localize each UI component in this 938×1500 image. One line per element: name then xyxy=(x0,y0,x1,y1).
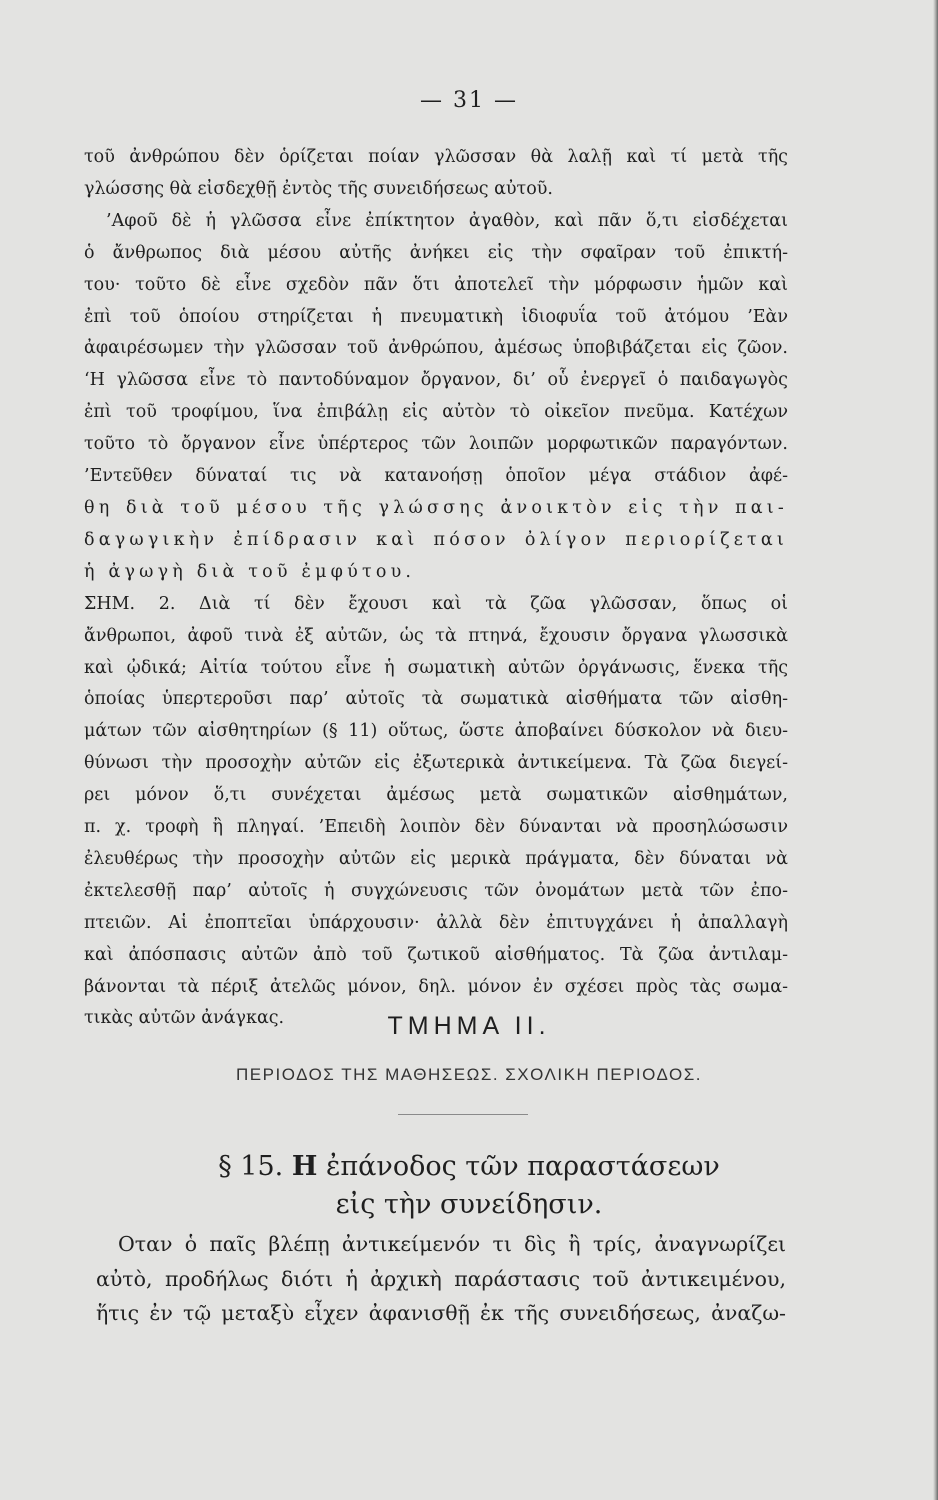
text-line: θη διὰ τοῦ μέσου τῆς γλώσσης ἀνοικτὸν εἰς τὴν παι- xyxy=(84,497,788,518)
text-line: π. χ. τροφὴ ἢ πληγαί. ’Επειδὴ λοιπὸν δὲν δύνανται νὰ προσηλώσωσιν xyxy=(84,817,788,838)
text-line: ΣΗΜ. 2. Διὰ τί δὲν ἔχουσι καὶ τὰ ζῶα γλῶσσαν, ὅπως οἱ xyxy=(84,593,788,614)
heading-title-part-2: εἰς τὴν συνείδησιν. xyxy=(335,1189,603,1220)
text-line: βάνονται τὰ πέριξ ἀτελῶς μόνον, δηλ. μόνον ἐν σχέσει πρὸς τὰς σωμα- xyxy=(84,976,788,997)
text-line: γλώσσης θὰ εἰσδεχθῇ ἐντὸς τῆς συνειδήσεως αὐτοῦ. xyxy=(84,178,553,199)
text-line: ’Εντεῦθεν δύναταί τις νὰ κατανοήσῃ ὁποῖον μέγα στάδιον ἀφέ- xyxy=(84,466,788,487)
section-subtitle: ΠΕΡΙΟΔΟΣ ΤΗΣ ΜΑΘΗΣΕΩΣ. ΣΧΟΛΙΚΗ ΠΕΡΙΟΔΟΣ. xyxy=(236,1065,702,1084)
section-title: ΤΜΗΜΑ ΙΙ. xyxy=(387,1012,551,1040)
text-line: πτειῶν. Αἱ ἐποπτεῖαι ὑπάρχουσιν· ἀλλὰ δὲν ἐπιτυγχάνει ἡ ἀπαλλαγὴ xyxy=(84,912,788,933)
text-line: ὁ ἄνθρωπος διὰ μέσου αὐτῆς ἀνήκει εἰς τὴν σφαῖραν τοῦ ἐπικτή- xyxy=(84,242,788,263)
text-line: τικὰς αὐτῶν ἀνάγκας. xyxy=(84,1008,285,1029)
heading-bold-article: Η xyxy=(291,1151,318,1182)
text-line: ‘Η γλῶσσα εἶνε τὸ παντοδύναμον ὄργανον, δι’ οὗ ἐνεργεῖ ὁ παιδαγωγὸς xyxy=(84,370,788,391)
text-line: ἐκτελεσθῇ παρ’ αὐτοῖς ἡ συγχώνευσις τῶν ὀνομάτων μετὰ τῶν ἐπο- xyxy=(84,880,788,901)
text-line: ἥτις ἐν τῷ μεταξὺ εἶχεν ἀφανισθῇ ἐκ τῆς συνειδήσεως, ἀναζω- xyxy=(96,1301,786,1325)
body-text xyxy=(84,142,788,1035)
text-line: ἀφαιρέσωμεν τὴν γλῶσσαν τοῦ ἀνθρώπου, ἀμέσως ὑποβιβάζεται εἰς ζῶον. xyxy=(84,338,788,359)
text-line: ἡ ἀγωγὴ διὰ τοῦ ἐμφύτου. xyxy=(84,561,416,582)
text-line: καὶ ᾠδικά; Αἰτία τούτου εἶνε ἡ σωματικὴ αὐτῶν ὀργάνωσις, ἕνεκα τῆς xyxy=(84,657,788,678)
text-line: ’Αφοῦ δὲ ἡ γλῶσσα εἶνε ἐπίκτητον ἀγαθὸν, καὶ πᾶν ὅ,τι εἰσδέχεται xyxy=(106,210,788,231)
text-line: ἐλευθέρως τὴν προσοχὴν αὐτῶν εἰς μερικὰ πράγματα, δὲν δύναται νὰ xyxy=(84,848,788,869)
text-line: ἐπὶ τοῦ τροφίμου, ἵνα ἐπιβάλῃ εἰς αὐτὸν τὸ οἰκεῖον πνεῦμα. Κατέχων xyxy=(84,402,788,423)
text-line: ρει μόνον ὅ,τι συνέχεται ἀμέσως μετὰ σωματικῶν αἰσθημάτων, xyxy=(84,785,788,806)
text-line: τοῦτο τὸ ὄργανον εἶνε ὑπέρτερος τῶν λοιπῶν μορφωτικῶν παραγόντων. xyxy=(84,434,788,455)
text-line: Οταν ὁ παῖς βλέπῃ ἀντικείμενόν τι δὶς ἢ τρίς, ἀναγνωρίζει xyxy=(118,1232,786,1256)
section-body-text xyxy=(96,1227,786,1331)
text-line: ὁποίας ὑπερτεροῦσι παρ’ αὐτοῖς τὰ σωματικὰ αἰσθήματα τῶν αἰσθη- xyxy=(84,689,788,710)
text-line: ἄνθρωποι, ἀφοῦ τινὰ ἐξ αὐτῶν, ὡς τὰ πτηνά, ἔχουσιν ὄργανα γλωσσικὰ xyxy=(84,625,788,646)
text-line: αὐτὸ, προδήλως διότι ἡ ἀρχικὴ παράστασις τοῦ ἀντικειμένου, xyxy=(96,1266,786,1291)
text-line: ἐπὶ τοῦ ὁποίου στηρίζεται ἡ πνευματικὴ ἰδιοφυΐα τοῦ ἀτόμου ’Εὰν xyxy=(84,306,788,327)
page-number: — 31 — xyxy=(420,88,518,113)
text-line: μάτων τῶν αἰσθητηρίων (§ 11) οὕτως, ὥστε ἀποβαίνει δύσκολον νὰ διευ- xyxy=(84,721,788,742)
divider-rule xyxy=(398,1114,528,1115)
text-line: δαγωγικὴν ἐπίδρασιν καὶ πόσον ὀλίγον περιορίζεται xyxy=(84,529,788,550)
text-line: καὶ ἀπόσπασις αὐτῶν ἀπὸ τοῦ ζωτικοῦ αἰσθήματος. Τὰ ζῶα ἀντιλαμ- xyxy=(84,944,788,965)
heading-line-1 xyxy=(0,1148,938,1186)
heading-number: § 15. xyxy=(218,1151,284,1182)
text-line: θύνωσι τὴν προσοχὴν αὐτῶν εἰς ἐξωτερικὰ ἀντικείμενα. Τὰ ζῶα διεγεί- xyxy=(84,753,788,774)
text-line: τοῦ ἀνθρώπου δὲν ὁρίζεται ποίαν γλῶσσαν θὰ λαλῇ καὶ τί μετὰ τῆς xyxy=(84,147,788,167)
paragraph-heading xyxy=(0,1148,938,1224)
text-line: του· τοῦτο δὲ εἶνε σχεδὸν πᾶν ὅτι ἀποτελεῖ τὴν μόρφωσιν ἡμῶν καὶ xyxy=(84,274,788,295)
heading-title-part-1: ἐπάνοδος τῶν παραστάσεων xyxy=(325,1151,720,1182)
